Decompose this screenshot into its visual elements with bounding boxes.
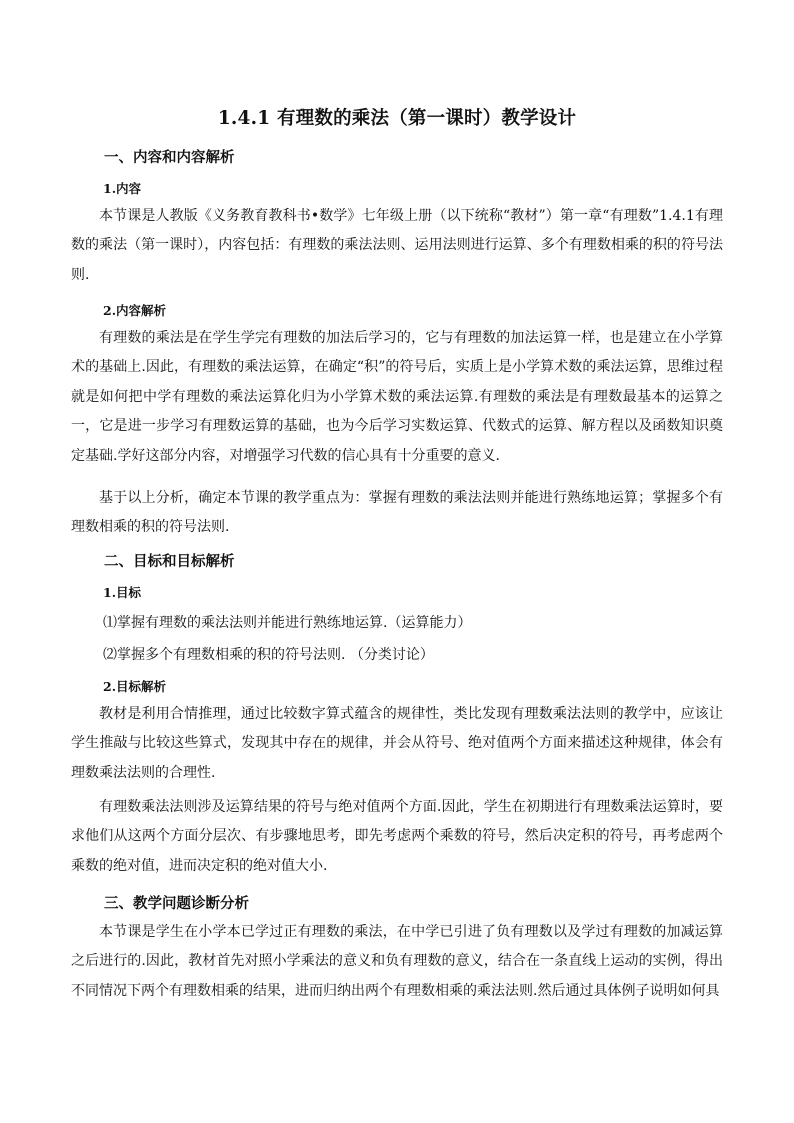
goal-item-1: ⑴掌握有理数的乘法法则并能进行熟练地运算.（运算能力） bbox=[103, 615, 472, 631]
subheading-content-analysis: 2.内容解析 bbox=[103, 303, 167, 318]
section-heading-diagnosis: 三、教学问题诊断分析 bbox=[104, 895, 249, 912]
paragraph-goal-analysis-2: 有理数乘法法则涉及运算结果的符号与绝对值两个方面.因此，学生在初期进行有理数乘法运算时，要求他们从这两个方面分层次、有步骤地思考，即先考虑两个乘数的符号，然后决定积的符号，再考虑两个乘数的绝对值，进而决定积的绝对值大小. bbox=[71, 799, 723, 874]
paragraph-goal-analysis-1: 教材是利用合情推理，通过比较数字算式蕴含的规律性，类比发现有理数乘法法则的教学中，应该让学生推敲与比较这些算式，发现其中存在的规律，并会从符号、绝对值两个方面来描述这种规律，体会有理数乘法法则的合理性. bbox=[71, 706, 723, 781]
section-heading-content: 一、内容和内容解析 bbox=[104, 149, 235, 166]
paragraph-teaching-focus: 基于以上分析，确定本节课的教学重点为：掌握有理数的乘法法则并能进行熟练地运算；掌握多个有理数相乘的积的符号法则. bbox=[71, 490, 723, 536]
subheading-goal-analysis: 2.目标解析 bbox=[103, 679, 167, 694]
document-title: 1.4.1 有理数的乘法（第一课时）教学设计 bbox=[217, 108, 577, 129]
subheading-goals: 1.目标 bbox=[103, 585, 142, 600]
paragraph-content-intro: 本节课是人教版《义务教育教科书•数学》七年级上册（以下统称“教材”）第一章“有理数”1.4.1有理数的乘法（第一课时），内容包括：有理数的乘法法则、运用法则进行运算、多个有理数相乘的积的符号法则. bbox=[71, 208, 723, 283]
paragraph-content-analysis: 有理数的乘法是在学生学完有理数的加法后学习的，它与有理数的加法运算一样，也是建立在小学算术的基础上.因此，有理数的乘法运算，在确定“积”的符号后，实质上是小学算术数的乘法运算，思维过程就是如何把中学有理数的乘法运算化归为小学算术数的乘法运算.有理数的乘法是有理数最基本的运算之一，它是进一步学习有理数运算的基础，也为今后学习实数运算、代数式的运算、解方程以及函数知识奠定基础.学好这部分内容，对增强学习代数的信心具有十分重要的意义. bbox=[71, 330, 723, 464]
section-heading-goals: 二、目标和目标解析 bbox=[104, 553, 235, 570]
paragraph-diagnosis: 本节课是学生在小学本已学过正有理数的乘法，在中学已引进了负有理数以及学过有理数的加减运算之后进行的.因此，教材首先对照小学乘法的意义和负有理数的意义，结合在一条直线上运动的实例，得出不同情况下两个有理数相乘的结果，进而归纳出两个有理数相乘的乘法法则.然后通过具体例子说明如何具 bbox=[71, 924, 723, 999]
goal-item-2: ⑵掌握多个有理数相乘的积的符号法则. （分类讨论） bbox=[103, 647, 434, 663]
subheading-content: 1.内容 bbox=[103, 181, 142, 196]
